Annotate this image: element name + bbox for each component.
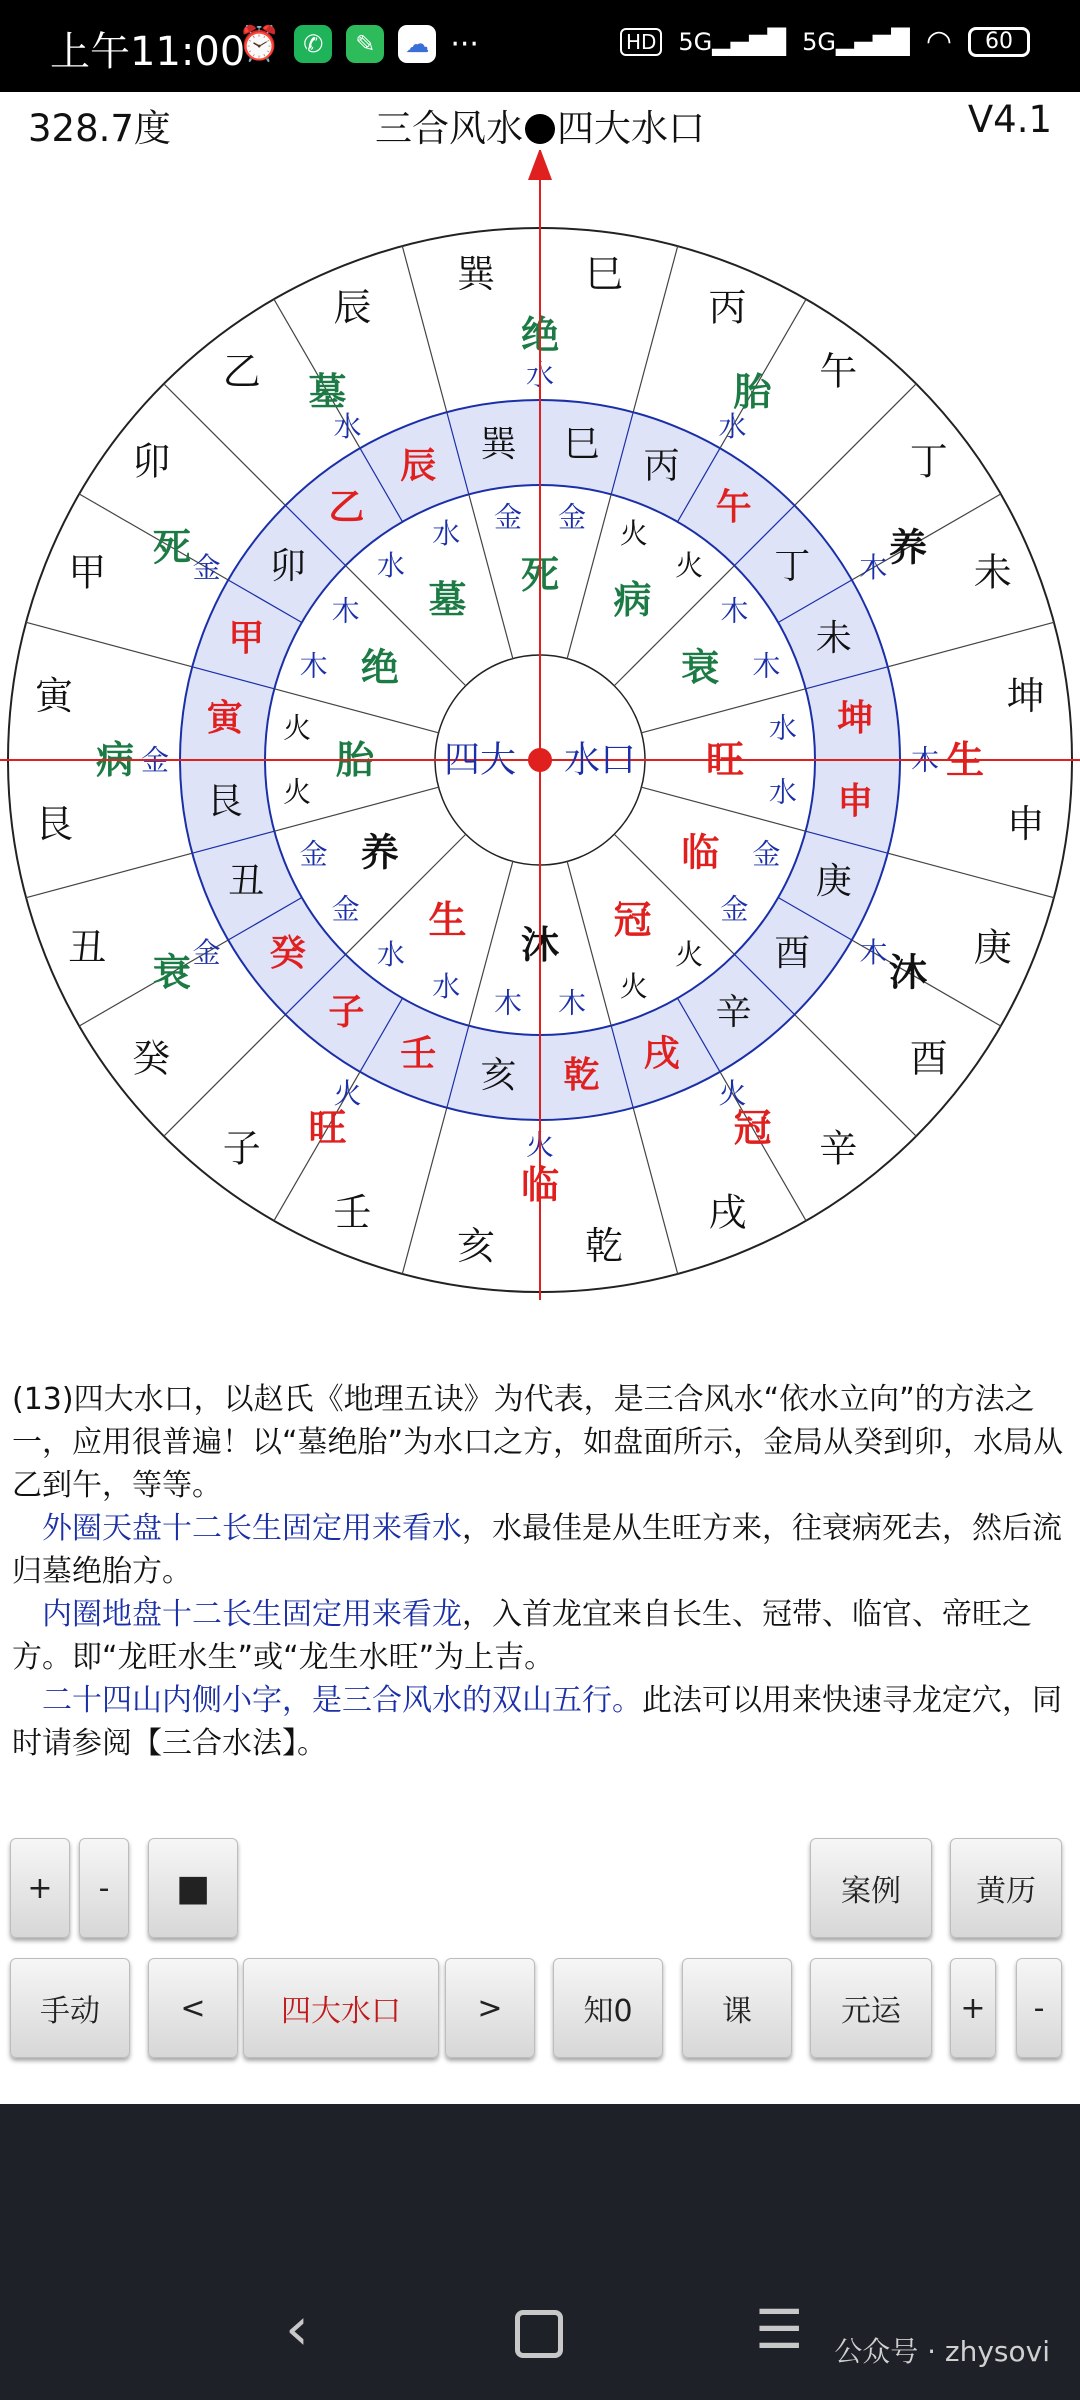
outer-mountain-label: 壬	[333, 1190, 372, 1235]
page-title	[0, 98, 1080, 152]
inner-stage-label: 生	[428, 898, 467, 943]
minus-button[interactable]: -	[1016, 1958, 1062, 2058]
inner-stage-label: 养	[360, 830, 399, 875]
inner-stage-label: 死	[520, 553, 560, 597]
ring-mountain-label: 辛	[715, 991, 752, 1033]
desc-paragraph-4: 二十四山内侧小字，是三合风水的双山五行。此法可以用来快速寻龙定穴，同时请参阅【三合水法】。	[12, 1683, 1062, 1761]
ring-mountain-label: 丙	[643, 445, 680, 487]
recents-icon[interactable]: ☰	[755, 2298, 804, 2361]
outer-stage-label: 生	[945, 738, 985, 782]
outer-element-label: 水	[718, 410, 747, 444]
inner-element-label: 水	[432, 969, 461, 1003]
inner-element-label: 木	[752, 649, 781, 683]
manual-button[interactable]: 手动	[10, 1958, 130, 2058]
outer-stage-label: 病	[95, 738, 135, 782]
more-notifications-icon: ···	[450, 26, 479, 62]
outer-mountain-label: 庚	[973, 925, 1012, 970]
outer-stage-label: 沐	[889, 950, 928, 995]
outer-mountain-label: 辰	[333, 285, 372, 330]
inner-element-label: 木	[331, 594, 360, 628]
inner-element-label: 火	[283, 775, 312, 809]
inner-element-label: 水	[432, 517, 461, 551]
outer-mountain-label: 酉	[909, 1036, 948, 1081]
outer-stage-label: 死	[152, 525, 191, 570]
inner-stage-label: 胎	[335, 738, 375, 782]
status-bar	[0, 0, 1080, 92]
status-right-icons	[620, 24, 1030, 59]
outer-mountain-label: 丑	[68, 925, 107, 970]
inner-element-label: 火	[675, 549, 704, 583]
almanac-button[interactable]: 黄历	[950, 1838, 1062, 1938]
outer-mountain-label: 坤	[1006, 674, 1045, 719]
center-dot	[528, 748, 552, 772]
watermark: 公众号 · zhysovi	[834, 2335, 1050, 2368]
ring-mountain-label: 卯	[269, 545, 306, 587]
outer-mountain-label: 艮	[35, 801, 74, 846]
phone-app-icon: ✆	[294, 25, 332, 63]
outer-element-label: 水	[333, 410, 362, 444]
status-notification-icons	[238, 24, 479, 64]
desc-paragraph-1: (13)四大水口，以赵氏《地理五诀》为代表，是三合风水“依水立向”的方法之一，应用很普遍！以“墓绝胎”为水口之方，如盘面所示，金局从癸到卯，水局从乙到午，等等。	[12, 1382, 1064, 1503]
zoom-out-button[interactable]: -	[79, 1838, 129, 1938]
status-time: 上午11:00	[50, 29, 246, 75]
inner-stage-label: 病	[613, 577, 652, 622]
outer-element-label: 木	[859, 551, 888, 584]
outer-stage-label: 临	[520, 1163, 560, 1207]
outer-element-label: 火	[525, 1128, 555, 1162]
inner-element-label: 水	[376, 937, 405, 971]
outer-element-label: 金	[140, 743, 170, 777]
ring-mountain-label: 壬	[400, 1033, 437, 1075]
lesson-button[interactable]: 课	[682, 1958, 792, 2058]
ring-mountain-label: 甲	[228, 617, 265, 659]
outer-element-label: 金	[192, 551, 221, 584]
inner-stage-label: 临	[681, 830, 720, 875]
center-label-left: 四大	[443, 739, 517, 781]
ring-mountain-label: 子	[328, 991, 365, 1033]
outer-mountain-label: 辛	[819, 1126, 858, 1171]
inner-element-label: 金	[557, 500, 586, 534]
ring-mountain-label: 坤	[837, 697, 874, 739]
ring-mountain-label: 酉	[774, 933, 811, 975]
inner-element-label: 金	[299, 837, 328, 871]
inner-element-label: 金	[331, 892, 360, 926]
ring-mountain-label: 癸	[269, 933, 306, 975]
wifi-icon: ◠	[925, 24, 952, 59]
outer-element-label: 木	[910, 743, 940, 777]
ring-mountain-label: 巳	[563, 424, 600, 466]
outer-mountain-label: 癸	[132, 1036, 171, 1081]
inner-stage-label: 旺	[705, 738, 745, 782]
title-right: 四大水口	[557, 107, 705, 150]
outer-mountain-label: 寅	[35, 674, 74, 719]
version-label: V4.1	[967, 98, 1052, 141]
alarm-icon: ⏰	[238, 24, 281, 64]
ring-mountain-label: 辰	[400, 445, 437, 487]
outer-stage-label: 养	[889, 525, 928, 570]
inner-element-label: 火	[619, 969, 648, 1003]
tools-app-icon: ✎	[346, 25, 384, 63]
outer-element-label: 金	[192, 936, 221, 969]
inner-stage-label: 绝	[360, 645, 399, 690]
outer-element-label: 火	[718, 1076, 747, 1110]
ring-mountain-label: 巽	[480, 424, 517, 466]
title-left: 三合风水	[375, 107, 523, 150]
outer-mountain-label: 亥	[457, 1223, 496, 1268]
prev-button[interactable]: <	[148, 1958, 238, 2058]
back-icon[interactable]: ‹	[285, 2294, 309, 2364]
cases-button[interactable]: 案例	[810, 1838, 932, 1938]
signal-1-icon: 5G▂▄▆█	[678, 27, 787, 56]
inner-stage-label: 衰	[681, 645, 720, 690]
center-label-right: 水口	[563, 739, 637, 781]
outer-element-label: 火	[333, 1076, 362, 1110]
mode-button[interactable]: 四大水口	[243, 1958, 439, 2058]
inner-element-label: 木	[299, 649, 328, 683]
outer-mountain-label: 卯	[132, 439, 171, 484]
inner-element-label: 火	[619, 517, 648, 551]
cloud-app-icon: ☁	[398, 25, 436, 63]
outer-mountain-label: 丁	[909, 439, 948, 484]
inner-element-label: 水	[768, 775, 797, 809]
inner-stage-label: 冠	[613, 898, 652, 943]
inner-element-label: 木	[720, 594, 749, 628]
plus-button[interactable]: +	[950, 1958, 996, 2058]
outer-mountain-label: 丙	[708, 285, 747, 330]
outer-stage-label: 冠	[733, 1106, 772, 1151]
outer-stage-label: 绝	[520, 313, 560, 357]
next-button[interactable]: >	[445, 1958, 535, 2058]
description-text	[12, 1378, 1072, 1765]
outer-mountain-label: 午	[819, 349, 858, 394]
ring-mountain-label: 艮	[206, 781, 243, 823]
signal-2-icon: 5G▂▄▆█	[802, 27, 910, 56]
zoom-in-button[interactable]: +	[10, 1838, 70, 1938]
outer-mountain-label: 巽	[457, 252, 496, 297]
outer-mountain-label: 乙	[222, 349, 261, 394]
stop-button[interactable]: ■	[148, 1838, 238, 1938]
ring-mountain-label: 未	[815, 617, 852, 659]
outer-mountain-label: 戌	[708, 1190, 747, 1235]
yuanyun-button[interactable]: 元运	[810, 1958, 932, 2058]
desc-paragraph-2: 外圈天盘十二长生固定用来看水，水最佳是从生旺方来，往衰病死去，然后流归墓绝胎方。	[12, 1511, 1062, 1589]
inner-stage-label: 墓	[428, 577, 467, 622]
north-arrow	[528, 150, 552, 180]
inner-element-label: 木	[557, 986, 586, 1020]
ring-mountain-label: 乾	[563, 1054, 600, 1096]
inner-element-label: 金	[720, 892, 749, 926]
degree-readout: 328.7度	[28, 107, 171, 150]
know-button[interactable]: 知0	[553, 1958, 663, 2058]
ring-mountain-label: 乙	[328, 487, 365, 529]
outer-mountain-label: 巳	[584, 252, 623, 297]
inner-element-label: 金	[494, 500, 523, 534]
battery-icon: 60	[968, 27, 1030, 57]
ring-mountain-label: 庚	[815, 861, 852, 903]
inner-element-label: 金	[752, 837, 781, 871]
ring-mountain-label: 申	[837, 781, 874, 823]
ring-mountain-label: 戌	[643, 1033, 680, 1075]
hd-voice-icon: HD	[620, 28, 662, 56]
inner-element-label: 水	[768, 711, 797, 745]
inner-element-label: 火	[283, 711, 312, 745]
top-bar	[0, 92, 1080, 150]
outer-mountain-label: 申	[1006, 801, 1045, 846]
inner-element-label: 水	[376, 549, 405, 583]
outer-stage-label: 衰	[152, 950, 191, 995]
outer-element-label: 木	[859, 936, 888, 969]
ring-mountain-label: 午	[715, 487, 752, 529]
ring-mountain-label: 亥	[480, 1054, 517, 1096]
desc-paragraph-3: 内圈地盘十二长生固定用来看龙，入首龙宜来自长生、冠带、临官、帝旺之方。即“龙旺水生”或“龙生水旺”为上吉。	[12, 1597, 1032, 1675]
home-icon[interactable]	[515, 2310, 563, 2358]
inner-stage-label: 沐	[520, 923, 560, 967]
outer-stage-label: 胎	[733, 369, 772, 414]
ring-mountain-label: 寅	[206, 697, 243, 739]
outer-stage-label: 墓	[308, 369, 347, 414]
outer-mountain-label: 甲	[68, 550, 107, 595]
outer-stage-label: 旺	[308, 1106, 347, 1151]
inner-element-label: 木	[494, 986, 523, 1020]
title-dot-icon	[525, 114, 555, 144]
outer-element-label: 水	[525, 358, 555, 392]
ring-mountain-label: 丑	[228, 861, 265, 903]
outer-mountain-label: 未	[973, 550, 1012, 595]
luopan-compass[interactable]	[0, 150, 1080, 1310]
inner-element-label: 火	[675, 937, 704, 971]
ring-mountain-label: 丁	[774, 545, 811, 587]
outer-mountain-label: 乾	[584, 1223, 623, 1268]
outer-mountain-label: 子	[222, 1126, 261, 1171]
